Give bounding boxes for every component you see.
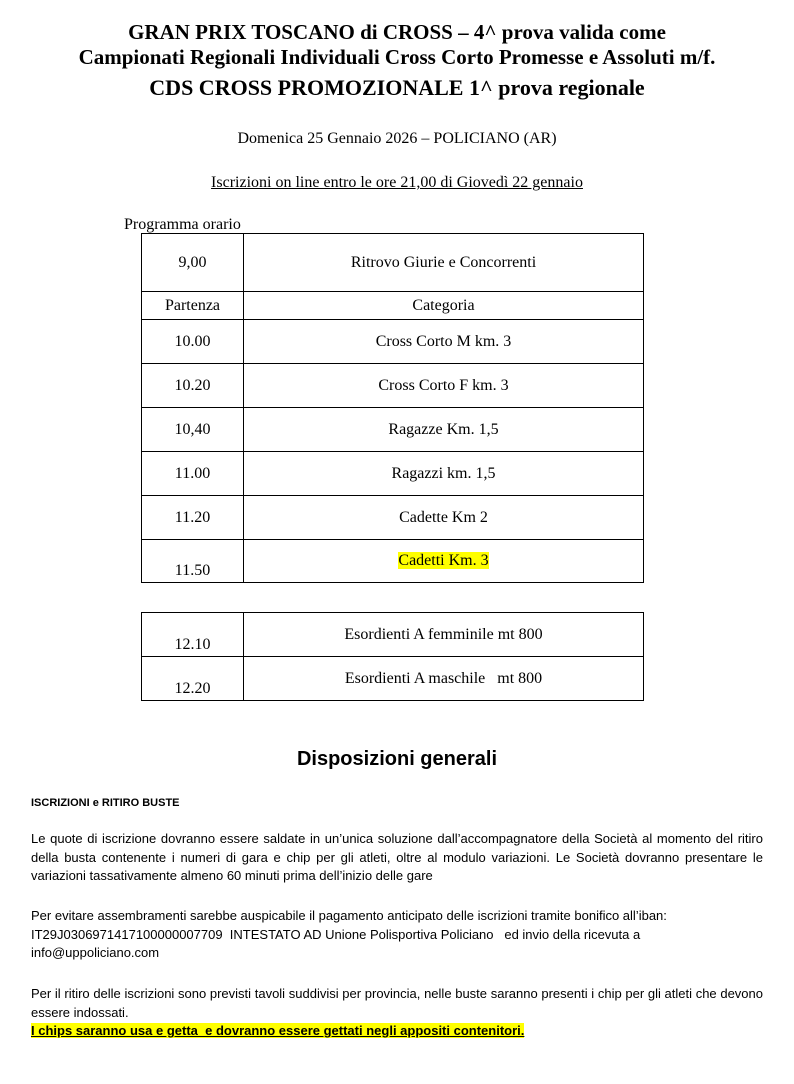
subscription-deadline-text: Iscrizioni on line entro le ore 21,00 di Giovedì 22 gennaio (211, 174, 583, 191)
row-time: 10.00 (142, 320, 244, 364)
table-row (142, 364, 644, 408)
row-event: Ragazzi km. 1,5 (244, 452, 644, 496)
row-event-highlighted (244, 540, 644, 583)
row-time: 10.20 (142, 364, 244, 408)
row-time: 11.00 (142, 452, 244, 496)
row-time: 11.20 (142, 496, 244, 540)
payment-line-1: Per evitare assembramenti sarebbe auspicabile il pagamento anticipato delle iscrizioni tramite bonifico all’iban: (31, 908, 667, 923)
row-time: 10,40 (142, 408, 244, 452)
table-row (142, 540, 644, 583)
general-heading: Disposizioni generali (296, 748, 498, 770)
meeting-time: 9,00 (142, 234, 244, 292)
table-row (142, 234, 644, 292)
table-row (142, 657, 644, 701)
highlighted-event-text: Cadetti Km. 3 (398, 552, 489, 569)
table-row (142, 496, 644, 540)
row-event: Ragazze Km. 1,5 (244, 408, 644, 452)
pickup-text: Per il ritiro delle iscrizioni sono previsti tavoli suddivisi per provincia, nelle buste saranno presenti i chip per gli atleti che devono essere indossati. (31, 986, 763, 1020)
program-label: Programma orario (124, 216, 241, 233)
subscription-deadline (0, 174, 794, 192)
table-row (142, 613, 644, 657)
row-event: Esordienti A femminile mt 800 (244, 613, 644, 657)
meeting-event: Ritrovo Giurie e Concorrenti (244, 234, 644, 292)
schedule-table (141, 233, 644, 583)
paragraph-payment (31, 907, 763, 963)
table-row (142, 452, 644, 496)
header-category: Categoria (244, 292, 644, 320)
payment-iban-line: IT29J0306971417100000007709 INTESTATO AD Unione Polisportiva Policiano ed invio della ricevuta a (31, 926, 641, 942)
row-time: 12.10 (142, 613, 244, 657)
row-event: Cross Corto F km. 3 (244, 364, 644, 408)
table-row (142, 408, 644, 452)
row-time: 11.50 (142, 540, 244, 583)
paragraph-fees: Le quote di iscrizione dovranno essere saldate in un’unica soluzione dall’accompagnatore della Società al momento del ritiro della busta contenente i numeri di gara e chip per gli atleti, oltre al modulo variazioni. Le Società dovranno presentare le variazioni tassativamente almeno 60 minuti prima dell’inizio delle gare (31, 831, 763, 883)
title-line-1: GRAN PRIX TOSCANO di CROSS – 4^ prova valida come (128, 20, 666, 44)
table-row (142, 320, 644, 364)
payment-email: info@uppoliciano.com (31, 945, 160, 960)
paragraph-pickup (31, 985, 763, 1041)
title-line-2: Campionati Regionali Individuali Cross Corto Promesse e Assoluti m/f. (78, 45, 716, 69)
title-line-3: CDS CROSS PROMOZIONALE 1^ prova regionale (149, 75, 645, 100)
esordienti-table (141, 612, 644, 701)
general-subheading: ISCRIZIONI e RITIRO BUSTE (31, 797, 180, 809)
row-event: Cross Corto M km. 3 (244, 320, 644, 364)
chips-notice: I chips saranno usa e getta e dovranno essere gettati negli appositi contenitori. (31, 1023, 525, 1038)
event-date: Domenica 25 Gennaio 2026 – POLICIANO (AR) (237, 130, 557, 147)
row-event: Esordienti A maschile mt 800 (244, 657, 644, 701)
table-header-row (142, 292, 644, 320)
header-start: Partenza (142, 292, 244, 320)
row-time: 12.20 (142, 657, 244, 701)
row-event: Cadette Km 2 (244, 496, 644, 540)
